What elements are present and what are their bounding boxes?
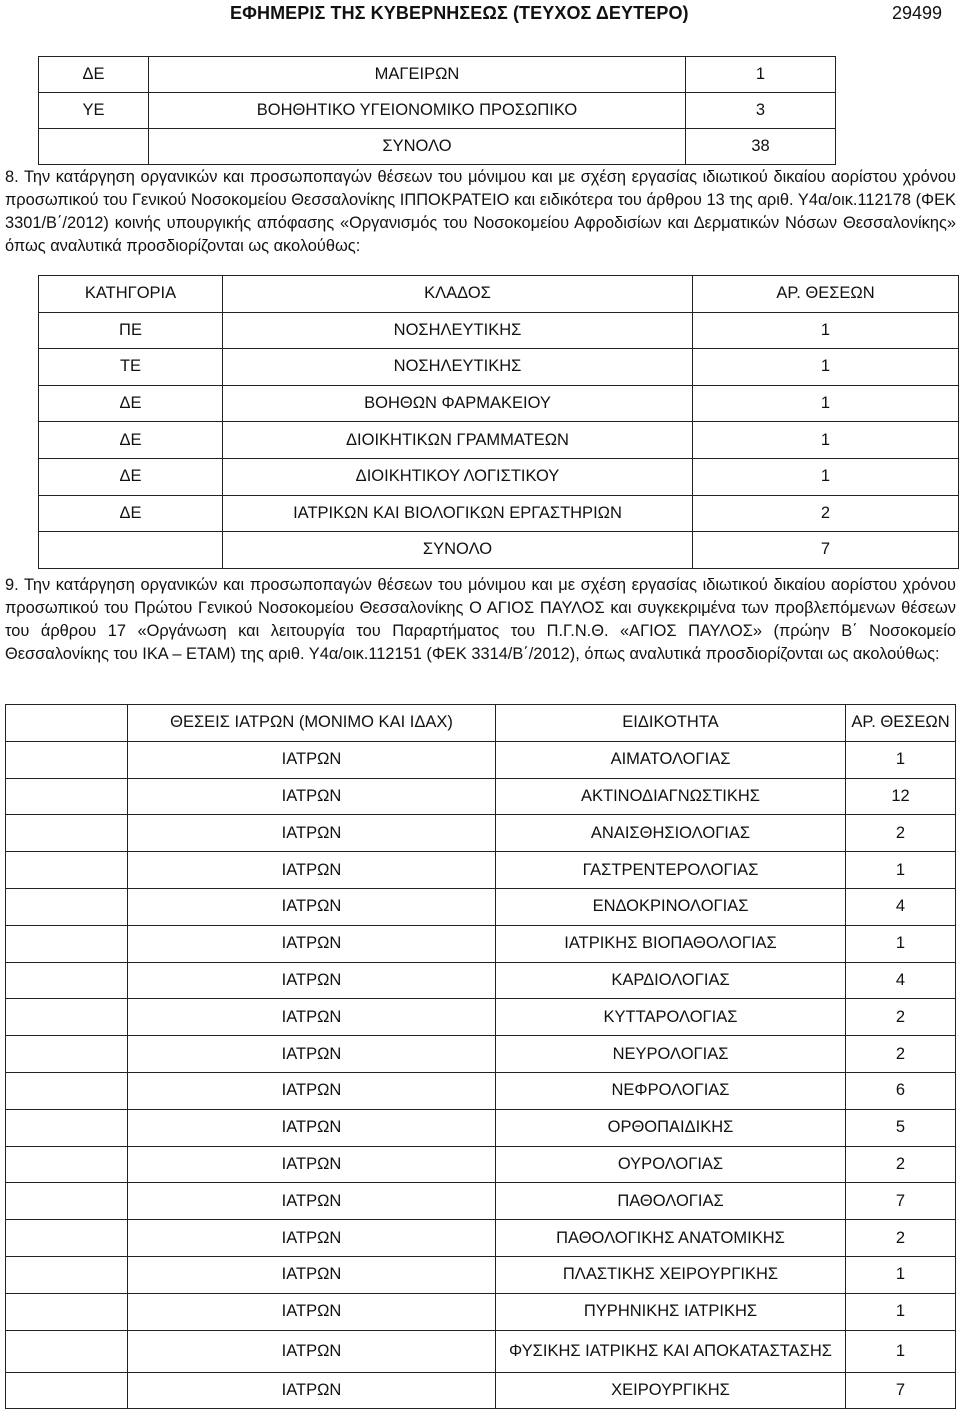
table-cell: 4 — [846, 888, 956, 925]
header-specialty: ΕΙΔΙΚΟΤΗΤΑ — [496, 705, 846, 742]
table-cell: ΠΥΡΗΝΙΚΗΣ ΙΑΤΡΙΚΗΣ — [496, 1293, 846, 1330]
table-cell-blank — [6, 962, 128, 999]
table-cell: 12 — [846, 778, 956, 815]
table-cell: ΤΕ — [39, 349, 223, 386]
table-cell: ΧΕΙΡΟΥΡΓΙΚΗΣ — [496, 1372, 846, 1409]
page-header — [0, 0, 960, 30]
table-cell: ΙΑΤΡΙΚΩΝ ΚΑΙ ΒΙΟΛΟΓΙΚΩΝ ΕΡΓΑΣΤΗΡΙΩΝ — [223, 495, 693, 532]
table-cell: 5 — [846, 1109, 956, 1146]
table-cell: ΑΝΑΙΣΘΗΣΙΟΛΟΓΙΑΣ — [496, 815, 846, 852]
table-cell-blank — [6, 1293, 128, 1330]
table-cell: ΙΑΤΡΩΝ — [128, 999, 496, 1036]
table-cell-blank — [6, 1036, 128, 1073]
table-cell: 1 — [846, 1293, 956, 1330]
table-row — [39, 349, 959, 386]
table-cell: ΙΑΤΡΩΝ — [128, 962, 496, 999]
table-cell: ΙΑΤΡΩΝ — [128, 741, 496, 778]
table-cell: 1 — [693, 458, 959, 495]
table-cell: ΠΑΘΟΛΟΓΙΑΣ — [496, 1183, 846, 1220]
table-cell-blank — [6, 1183, 128, 1220]
table-cell: ΙΑΤΡΩΝ — [128, 1036, 496, 1073]
table-cell-blank — [6, 741, 128, 778]
table-cell: ΣΥΝΟΛΟ — [149, 129, 686, 165]
table-row — [6, 815, 956, 852]
table-header-row — [6, 705, 956, 742]
table-cell: ΔΕ — [39, 495, 223, 532]
header-positions: ΑΡ. ΘΕΣΕΩΝ — [846, 705, 956, 742]
table-row — [39, 495, 959, 532]
table-cell: 2 — [846, 1036, 956, 1073]
table-cell: ΙΑΤΡΩΝ — [128, 888, 496, 925]
table-row — [6, 1256, 956, 1293]
header-blank — [6, 705, 128, 742]
table-cell: 1 — [846, 1256, 956, 1293]
header-positions: ΑΡ. ΘΕΣΕΩΝ — [693, 276, 959, 313]
table-cell: ΠΑΘΟΛΟΓΙΚΗΣ ΑΝΑΤΟΜΙΚΗΣ — [496, 1220, 846, 1257]
table-cell: ΙΑΤΡΩΝ — [128, 1372, 496, 1409]
table-cell: 2 — [693, 495, 959, 532]
table-cell: ΙΑΤΡΩΝ — [128, 778, 496, 815]
table-row — [6, 1220, 956, 1257]
table-cell: ΔΕ — [39, 422, 223, 459]
table-cell: 2 — [846, 815, 956, 852]
table-cell: 7 — [693, 532, 959, 569]
table-cell-blank — [6, 1256, 128, 1293]
table-cell: 38 — [686, 129, 836, 165]
table-cell: ΓΑΣΤΡΕΝΤΕΡΟΛΟΓΙΑΣ — [496, 852, 846, 889]
table-cell: 2 — [846, 1220, 956, 1257]
table-cell: ΙΑΤΡΩΝ — [128, 1146, 496, 1183]
table-cell: ΙΑΤΡΩΝ — [128, 1220, 496, 1257]
header-category: ΚΑΤΗΓΟΡΙΑ — [39, 276, 223, 313]
table-cell: 3 — [686, 93, 836, 129]
table-cell: ΙΑΤΡΩΝ — [128, 1072, 496, 1109]
table-cell: 4 — [846, 962, 956, 999]
table-cell-blank — [6, 1220, 128, 1257]
gazette-title: ΕΦΗΜΕΡΙΣ ΤΗΣ ΚΥΒΕΡΝΗΣΕΩΣ (ΤΕΥΧΟΣ ΔΕΥΤΕΡΟ) — [230, 3, 689, 23]
positions-table-hippokrateio — [38, 275, 959, 569]
table-cell: ΦΥΣΙΚΗΣ ΙΑΤΡΙΚΗΣ ΚΑΙ ΑΠΟΚΑΤΑΣΤΑΣΗΣ — [496, 1330, 846, 1372]
table-cell: ΝΟΣΗΛΕΥΤΙΚΗΣ — [223, 349, 693, 386]
table-cell: ΜΑΓΕΙΡΩΝ — [149, 57, 686, 93]
table-cell: ΠΛΑΣΤΙΚΗΣ ΧΕΙΡΟΥΡΓΙΚΗΣ — [496, 1256, 846, 1293]
table-row — [6, 741, 956, 778]
header-branch: ΚΛΑΔΟΣ — [223, 276, 693, 313]
table-cell: ΝΟΣΗΛΕΥΤΙΚΗΣ — [223, 312, 693, 349]
page-number: 29499 — [892, 3, 943, 23]
table-cell: ΝΕΦΡΟΛΟΓΙΑΣ — [496, 1072, 846, 1109]
table-row — [6, 999, 956, 1036]
table-cell: 1 — [846, 741, 956, 778]
table-cell: ΣΥΝΟΛΟ — [223, 532, 693, 569]
table-cell-blank — [6, 888, 128, 925]
table-cell: 1 — [693, 422, 959, 459]
table-row — [6, 852, 956, 889]
table-cell-blank — [6, 1109, 128, 1146]
table-row — [39, 57, 836, 93]
table-cell: ΚΑΡΔΙΟΛΟΓΙΑΣ — [496, 962, 846, 999]
table-cell: ΠΕ — [39, 312, 223, 349]
table-cell-blank — [6, 1146, 128, 1183]
table-cell: 2 — [846, 1146, 956, 1183]
table-cell: ΙΑΤΡΩΝ — [128, 815, 496, 852]
table-cell: ΑΚΤΙΝΟΔΙΑΓΝΩΣΤΙΚΗΣ — [496, 778, 846, 815]
table-cell: ΝΕΥΡΟΛΟΓΙΑΣ — [496, 1036, 846, 1073]
table-row — [39, 93, 836, 129]
table-cell: 6 — [846, 1072, 956, 1109]
table-cell: ΚΥΤΤΑΡΟΛΟΓΙΑΣ — [496, 999, 846, 1036]
table-cell: ΙΑΤΡΩΝ — [128, 852, 496, 889]
table-cell: 7 — [846, 1372, 956, 1409]
table-row — [39, 312, 959, 349]
table-row — [39, 385, 959, 422]
table-cell — [39, 532, 223, 569]
table-cell-blank — [6, 1330, 128, 1372]
table-cell: ΔΙΟΙΚΗΤΙΚΟΥ ΛΟΓΙΣΤΙΚΟΥ — [223, 458, 693, 495]
paragraph-8: 8. Την κατάργηση οργανικών και προσωποπαγών θέσεων του μόνιμου και με σχέση εργασίας ιδιωτικού δικαίου αορίστου χρόνου προσωπικού του Γενικού Νοσοκομείου Θεσσαλονίκης ΙΠΠΟΚΡΑΤΕΙΟ και ειδικότερα του άρθρου 13 της αριθ. Υ4α/οικ.112178 (ΦΕΚ 3301/Β΄/2012) κοινής υπουργικής απόφασης «Οργανισμός του Νοσοκομείου Αφροδισίων και Δερματικών Νόσων Θεσσαλονίκης» όπως αναλυτικά προσδιορίζονται ως ακολούθως: — [5, 168, 956, 255]
table-cell: ΒΟΗΘΩΝ ΦΑΡΜΑΚΕΙΟΥ — [223, 385, 693, 422]
table-cell-blank — [6, 815, 128, 852]
table-cell-blank — [6, 1372, 128, 1409]
table-cell: 1 — [686, 57, 836, 93]
table-row — [6, 962, 956, 999]
table-row — [39, 532, 959, 569]
table-row — [6, 1330, 956, 1372]
table-cell: ΟΡΘΟΠΑΙΔΙΚΗΣ — [496, 1109, 846, 1146]
table-row — [6, 1109, 956, 1146]
paragraph-9: 9. Την κατάργηση οργανικών και προσωποπαγών θέσεων του μόνιμου και με σχέση εργασίας ιδιωτικού δικαίου αορίστου χρόνου προσωπικού του Πρώτου Γενικού Νοσοκομείου Θεσσαλονίκης Ο ΑΓΙΟΣ ΠΑΥΛΟΣ και συγκεκριμένα των προβλεπόμενων θέσεων του άρθρου 17 «Οργάνωση και λειτουργία του Παραρτήματος του Π.Γ.Ν.Θ. «ΑΓΙΟΣ ΠΑΥΛΟΣ» (πρώην Β΄ Νοσοκομείο Θεσσαλονίκης του ΙΚΑ – ΕΤΑΜ) της αριθ. Υ4α/οικ.112151 (ΦΕΚ 3314/Β΄/2012), όπως αναλυτικά προσδιορίζονται ως ακολούθως: — [5, 576, 956, 663]
table-row — [6, 1293, 956, 1330]
table-cell: ΙΑΤΡΩΝ — [128, 1330, 496, 1372]
table-cell: ΔΙΟΙΚΗΤΙΚΩΝ ΓΡΑΜΜΑΤΕΩΝ — [223, 422, 693, 459]
header-doctor-positions: ΘΕΣΕΙΣ ΙΑΤΡΩΝ (ΜΟΝΙΜΟ ΚΑΙ ΙΔΑΧ) — [128, 705, 496, 742]
table-row — [39, 129, 836, 165]
table-cell: ΙΑΤΡΩΝ — [128, 1109, 496, 1146]
table-cell: ΔΕ — [39, 458, 223, 495]
table-row — [6, 778, 956, 815]
table-cell: ΒΟΗΘΗΤΙΚΟ ΥΓΕΙΟΝΟΜΙΚΟ ΠΡΟΣΩΠΙΚΟ — [149, 93, 686, 129]
table-row — [6, 888, 956, 925]
table-cell-blank — [6, 999, 128, 1036]
table-cell: ΙΑΤΡΙΚΗΣ ΒΙΟΠΑΘΟΛΟΓΙΑΣ — [496, 925, 846, 962]
table-cell: 1 — [846, 852, 956, 889]
table-cell: ΔΕ — [39, 385, 223, 422]
table-cell: 1 — [846, 1330, 956, 1372]
table-cell-blank — [6, 925, 128, 962]
table-row — [6, 1372, 956, 1409]
table-cell-blank — [6, 1072, 128, 1109]
table-cell: ΙΑΤΡΩΝ — [128, 1256, 496, 1293]
table-cell: ΟΥΡΟΛΟΓΙΑΣ — [496, 1146, 846, 1183]
table-header-row — [39, 276, 959, 313]
table-cell: ΥΕ — [39, 93, 149, 129]
table-cell-blank — [6, 778, 128, 815]
table-cell: 2 — [846, 999, 956, 1036]
table-cell: ΙΑΤΡΩΝ — [128, 1293, 496, 1330]
table-cell — [39, 129, 149, 165]
table-cell: 1 — [693, 385, 959, 422]
table-row — [6, 1183, 956, 1220]
table-cell: 1 — [693, 349, 959, 386]
table-row — [39, 458, 959, 495]
table-row — [6, 1072, 956, 1109]
staff-table-continuation — [38, 56, 836, 165]
table-cell: 1 — [846, 925, 956, 962]
table-cell: ΙΑΤΡΩΝ — [128, 925, 496, 962]
table-cell: 1 — [693, 312, 959, 349]
table-row — [6, 925, 956, 962]
table-row — [6, 1036, 956, 1073]
doctor-positions-table — [5, 704, 956, 1409]
table-row — [39, 422, 959, 459]
table-cell: ΑΙΜΑΤΟΛΟΓΙΑΣ — [496, 741, 846, 778]
table-cell-blank — [6, 852, 128, 889]
table-row — [6, 1146, 956, 1183]
table-cell: ΕΝΔΟΚΡΙΝΟΛΟΓΙΑΣ — [496, 888, 846, 925]
table-cell: 7 — [846, 1183, 956, 1220]
table-cell: ΙΑΤΡΩΝ — [128, 1183, 496, 1220]
table-cell: ΔΕ — [39, 57, 149, 93]
